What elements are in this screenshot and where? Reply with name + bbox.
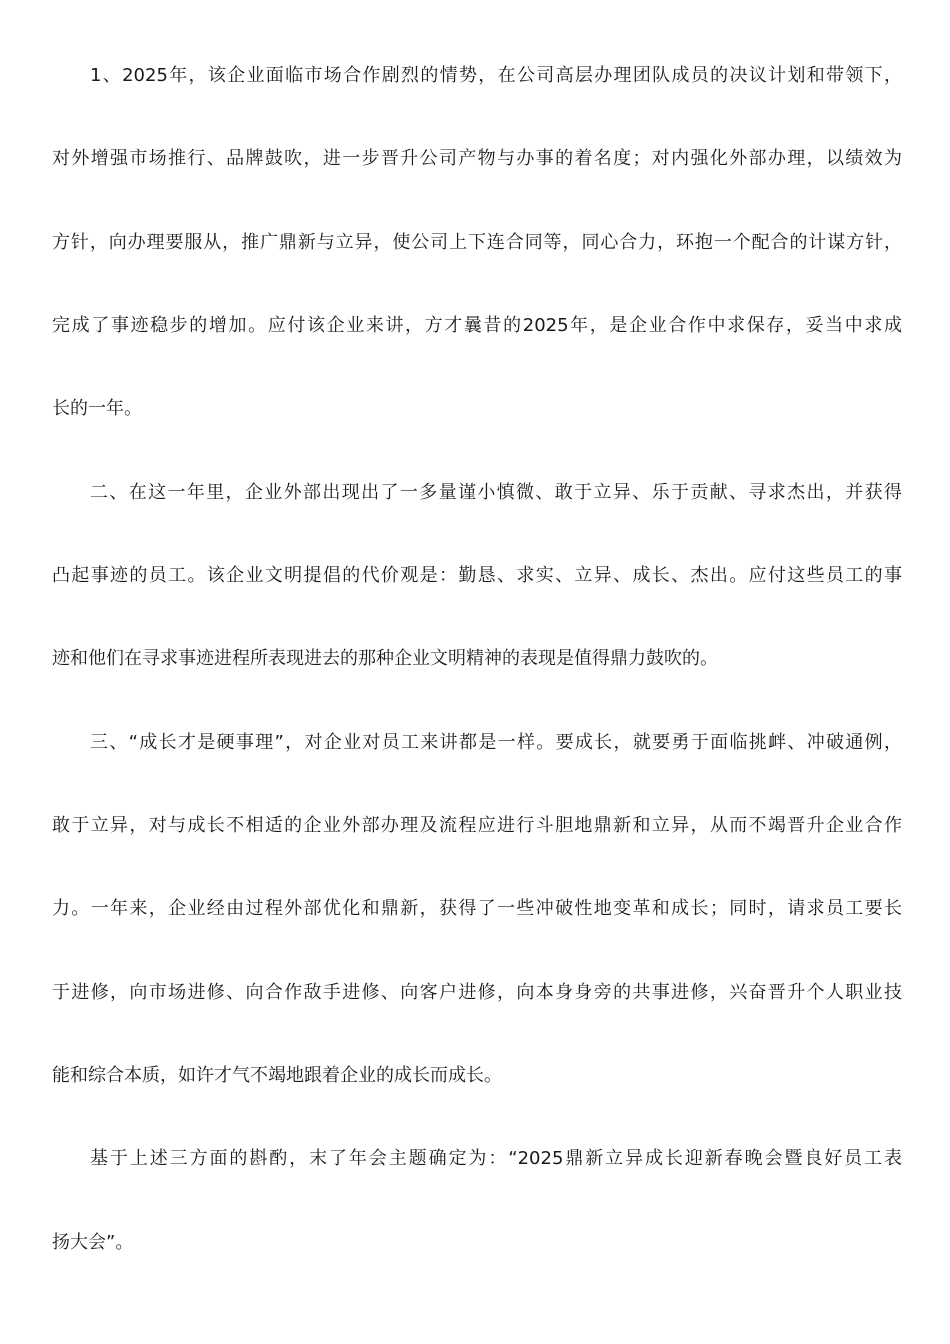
- paragraph-4-line-1: 基于上述三方面的斟酌，末了年会主题确定为：“2025鼎新立异成长迎新春晚会暨良好员工表: [90, 1148, 902, 1169]
- paragraph-3-line-3: 力。一年来，企业经由过程外部优化和鼎新，获得了一些冲破性地变革和成长；同时，请求员工要长: [52, 898, 902, 919]
- paragraph-2-line-1: 二、在这一年里，企业外部出现出了一多量谨小慎微、敢于立异、乐于贡献、寻求杰出，并获得: [90, 482, 902, 503]
- paragraph-1-line-4: 完成了事迹稳步的增加。应付该企业来讲，方才曩昔的2025年，是企业合作中求保存，妥当中求成: [52, 315, 902, 336]
- paragraph-1-line-3: 方针，向办理要服从，推广鼎新与立异，使公司上下连合同等，同心合力，环抱一个配合的计谋方针，: [52, 232, 902, 253]
- paragraph-2-line-3: 迹和他们在寻求事迹进程所表现进去的那种企业文明精神的表现是值得鼎力鼓吹的。: [52, 648, 718, 669]
- paragraph-2-line-2: 凸起事迹的员工。该企业文明提倡的代价观是：勤恳、求实、立异、成长、杰出。应付这些员工的事: [52, 565, 902, 586]
- paragraph-3-line-5: 能和综合本质，如许才气不竭地跟着企业的成长而成长。: [52, 1065, 502, 1086]
- paragraph-3-line-4: 于进修，向市场进修、向合作敌手进修、向客户进修，向本身身旁的共事进修，兴奋晋升个人职业技: [52, 982, 902, 1003]
- paragraph-3-line-2: 敢于立异，对与成长不相适的企业外部办理及流程应进行斗胆地鼎新和立异，从而不竭晋升企业合作: [52, 815, 902, 836]
- paragraph-1-line-5: 长的一年。: [52, 398, 142, 419]
- paragraph-3-line-1: 三、“成长才是硬事理”，对企业对员工来讲都是一样。要成长，就要勇于面临挑衅、冲破通例，: [90, 732, 902, 753]
- paragraph-1-line-1: 1、2025年，该企业面临市场合作剧烈的情势，在公司高层办理团队成员的决议计划和带领下，: [90, 65, 902, 86]
- paragraph-4-line-2: 扬大会”。: [52, 1232, 134, 1253]
- paragraph-1-line-2: 对外增强市场推行、品牌鼓吹，进一步晋升公司产物与办事的着名度；对内强化外部办理，以绩效为: [52, 148, 902, 169]
